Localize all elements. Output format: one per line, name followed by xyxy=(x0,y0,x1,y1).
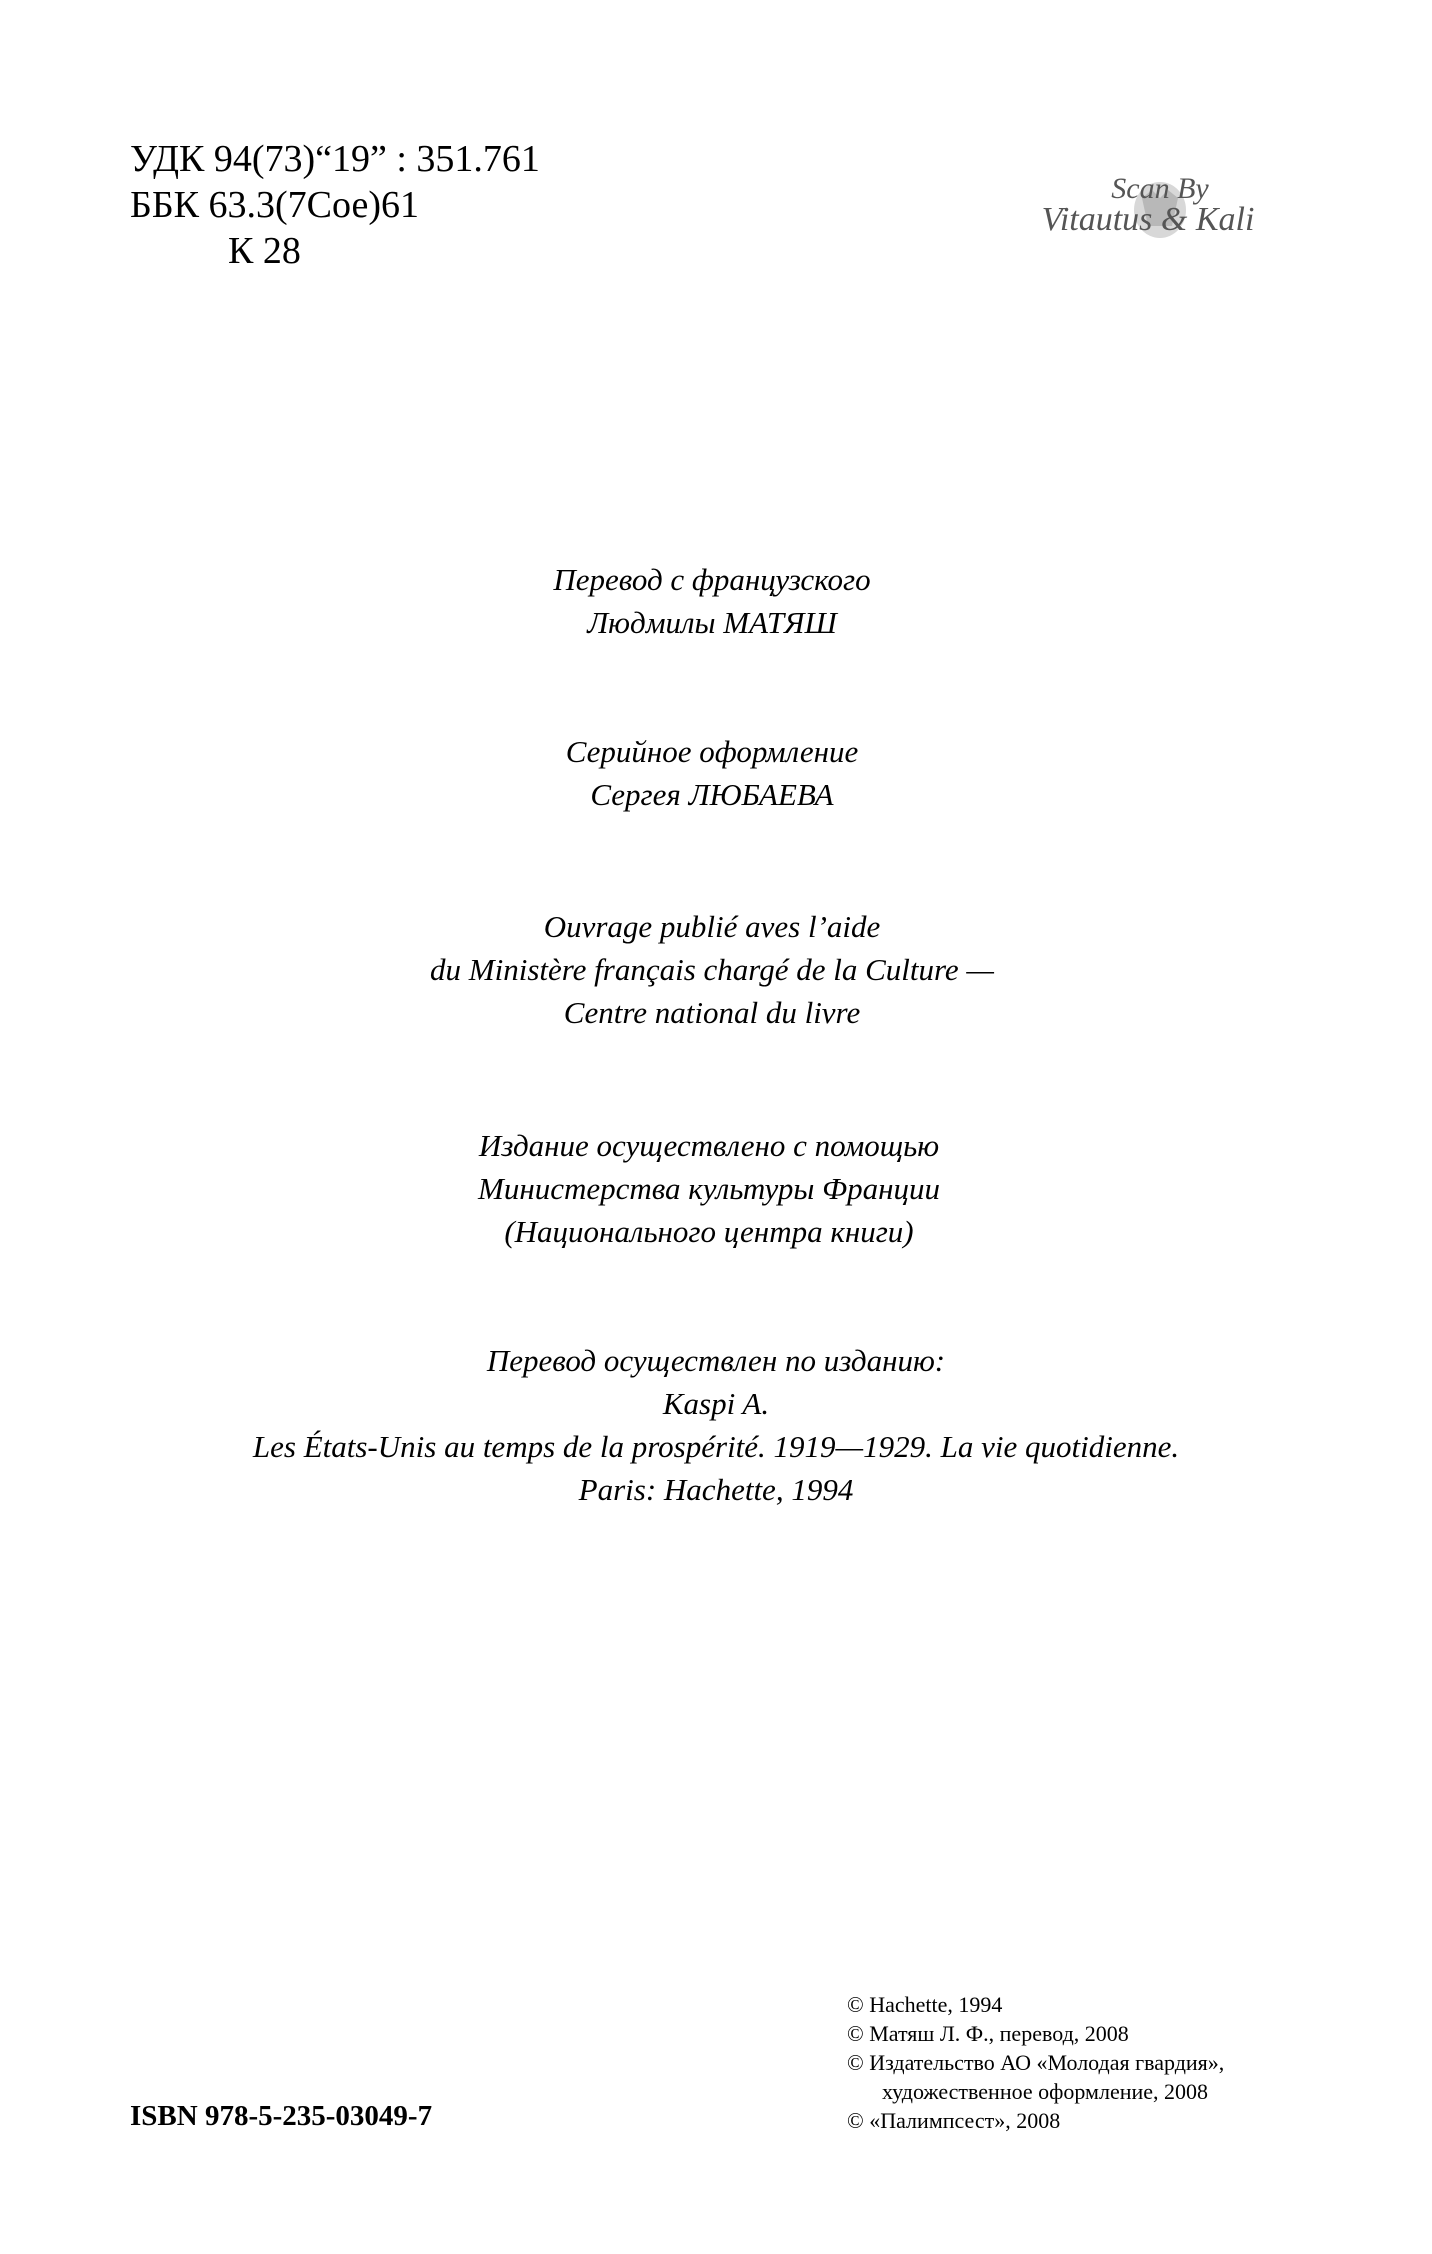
author-sign-code: К 28 xyxy=(228,230,301,272)
russian-support-line-3: (Национального центра книги) xyxy=(504,1214,914,1249)
series-design-credit xyxy=(0,730,1432,816)
translator-credit xyxy=(0,558,1432,644)
translator-line-1: Перевод с французского xyxy=(553,562,871,597)
translator-line-2: Людмилы МАТЯШ xyxy=(587,605,837,640)
copyright-line-5: © «Палимпсест», 2008 xyxy=(847,2108,1061,2133)
copyright-line-2: © Матяш Л. Ф., перевод, 2008 xyxy=(847,2021,1129,2046)
isbn-number: ISBN 978-5-235-03049-7 xyxy=(130,2100,433,2132)
french-support-line-2: du Ministère français chargé de la Culture — xyxy=(430,952,994,987)
classification-codes xyxy=(130,136,540,274)
source-edition-line-2: Kaspi A. xyxy=(662,1386,770,1421)
udk-code: УДК 94(73)“19” : 351.761 xyxy=(130,138,540,180)
french-support-line-3: Centre national du livre xyxy=(563,995,861,1030)
watermark-line-2: Vitautus & Kali xyxy=(1041,201,1255,238)
source-edition-line-1: Перевод осуществлен по изданию: xyxy=(486,1343,946,1378)
copyright-line-3: © Издательство АО «Молодая гвардия», xyxy=(847,2050,1225,2075)
bbk-code: ББК 63.3(7Сое)61 xyxy=(130,184,419,226)
source-edition-line-3: Les États-Unis au temps de la prospérité. 1919—1929. La vie quotidienne. xyxy=(252,1429,1180,1464)
copyright-notices xyxy=(847,1990,1224,2135)
source-edition-note xyxy=(0,1339,1432,1511)
scan-watermark-logo xyxy=(1010,168,1300,258)
copyright-line-1: © Hachette, 1994 xyxy=(847,1992,1003,2017)
french-support-note xyxy=(0,905,1432,1034)
french-support-line-1: Ouvrage publié aves l’aide xyxy=(543,909,881,944)
copyright-line-4: художественное оформление, 2008 xyxy=(882,2079,1209,2104)
russian-support-note xyxy=(0,1124,1432,1253)
series-design-line-1: Серийное оформление xyxy=(565,734,859,769)
russian-support-line-2: Министерства культуры Франции xyxy=(478,1171,940,1206)
series-design-line-2: Сергея ЛЮБАЕВА xyxy=(590,777,834,812)
watermark-line-1: Scan By xyxy=(1111,172,1209,205)
source-edition-line-4: Paris: Hachette, 1994 xyxy=(578,1472,854,1507)
russian-support-line-1: Издание осуществлено с помощью xyxy=(478,1128,940,1163)
scan-watermark xyxy=(1010,168,1300,258)
